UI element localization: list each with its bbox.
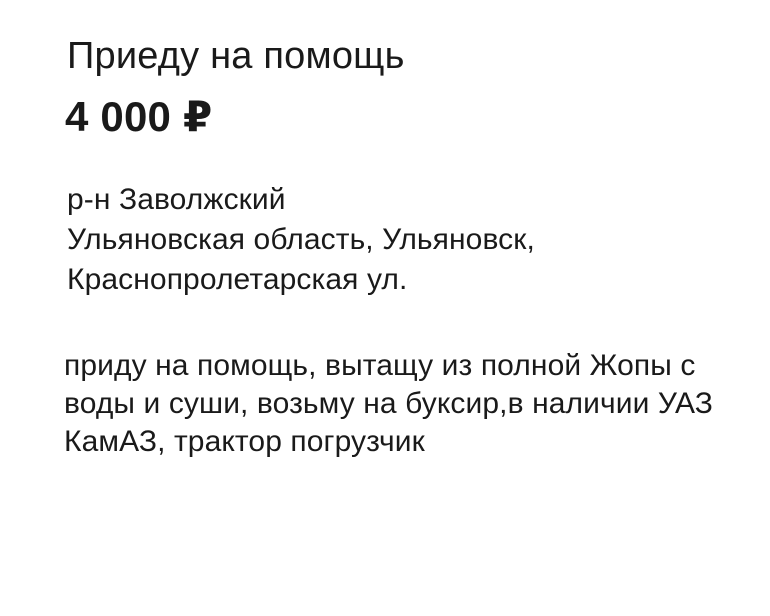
- location-address-line: Краснопролетарская ул.: [67, 263, 408, 296]
- location-district: р-н Заволжский: [67, 183, 286, 216]
- ad-description-block: [64, 347, 734, 461]
- ad-title: Приеду на помощь: [67, 35, 405, 77]
- description-line: воды и суши, возьму на буксир,в наличии УАЗ: [64, 387, 714, 420]
- ad-price: 4 000 ₽: [65, 93, 213, 140]
- location-address-line: Ульяновская область, Ульяновск,: [67, 223, 535, 256]
- description-line: КамАЗ, трактор погрузчик: [64, 425, 425, 458]
- description-line: приду на помощь, вытащу из полной Жопы с: [64, 349, 696, 382]
- ad-location-block: [67, 180, 734, 300]
